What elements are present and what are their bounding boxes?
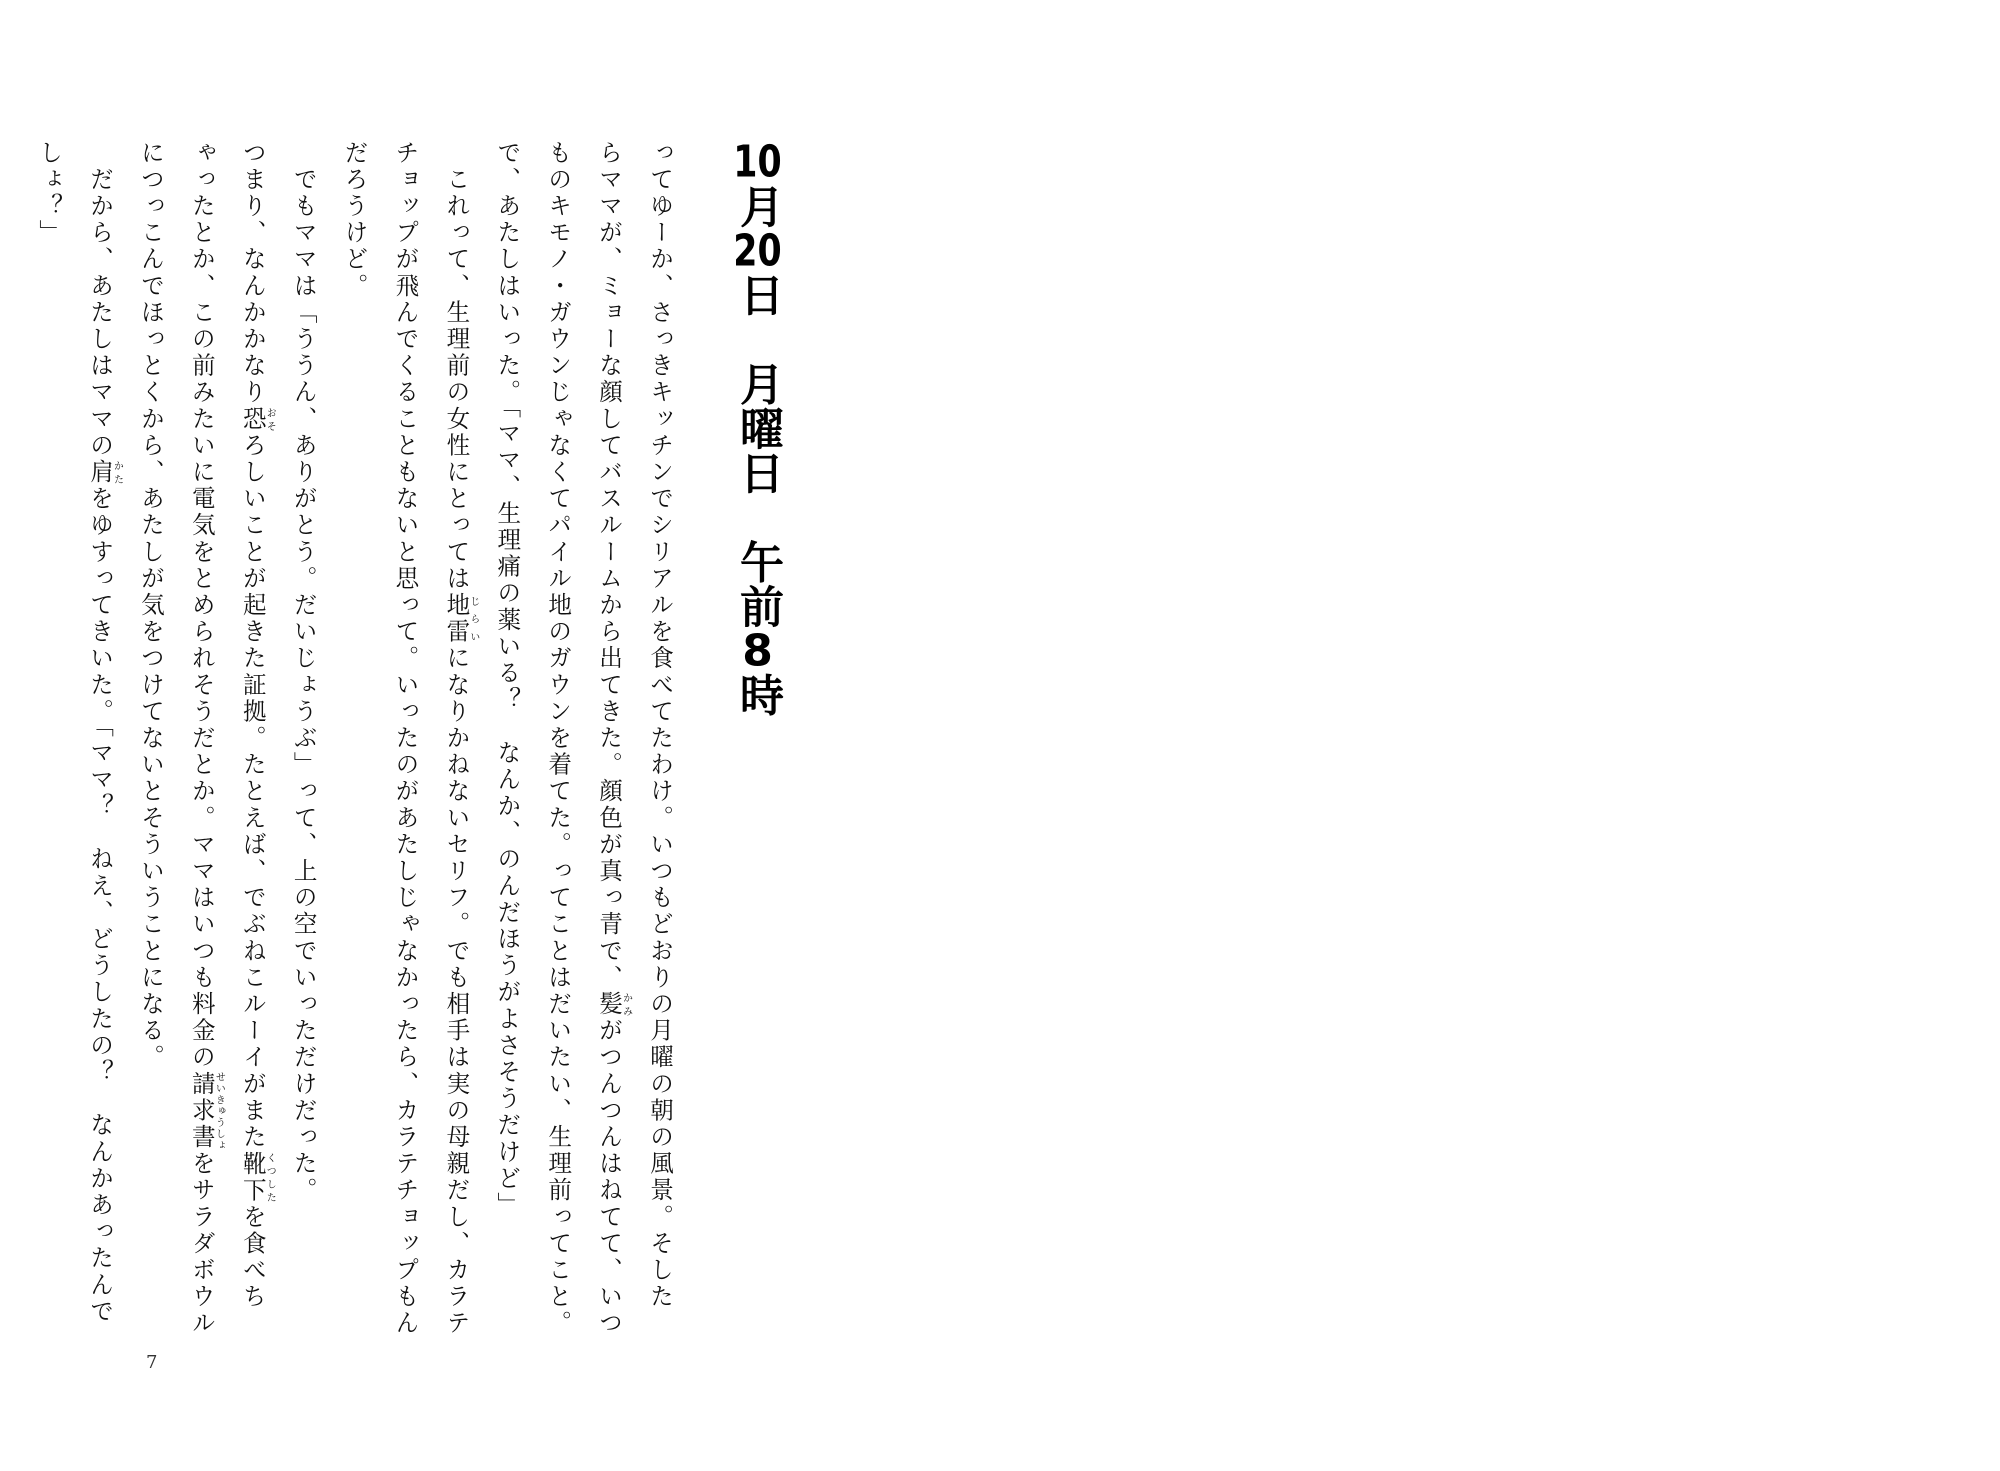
text-line: らママが、ミョーな顔してバスルームから出てきた。顔色が真っ青で、髪かみがつんつんはねてて、いつ [595,140,632,1338]
ruby-kata: 肩かた [86,459,123,486]
ruby-oso: 恐おそ [238,406,276,433]
heading-weekday: 月曜日 [732,361,783,495]
heading-month-number: 10 [733,140,782,184]
heading-day-char: 日 [732,272,783,317]
text-line: これって、生理前の女性にとっては地雷じらいになりかねないセリフ。でも相手は実の母親だし、カラテ [442,166,479,1338]
text-line: でもママは「ううん、ありがとう。だいじょうぶ」って、上の空でいっただけだった。 [289,166,318,1205]
heading-time-char: 時 [732,672,783,717]
text-line: ってゆーか、さっきキッチンでシリアルを食べてたわけ。いつもどおりの月曜の朝の風景。そした [646,140,674,1311]
text-line: で、あたしはいった。「ママ、生理痛の薬いる？ なんか、のんだほうがよさそうだけど」 [493,140,522,1219]
heading-day-number: 20 [733,228,782,273]
text-line: つまり、なんかかなり恐おそろしいことが起きた証拠。たとえば、でぶねこルーイがまた靴下くつしたを食べち [238,140,276,1311]
text-line: につっこんでほっとくから、あたしが気をつけてないとそういうことになる。 [136,140,165,1071]
heading-month-char: 月 [732,184,783,229]
ruby-seikyuusho: 請求書せいきゅうしょ [187,1071,225,1151]
text-line: ゃったとか、この前みたいに電気をとめられそうだとか。ママはいつも料金の請求書せいきゅうしょをサラダボウル [187,140,225,1338]
page-number: 7 [146,1352,158,1373]
ruby-jirai: 地雷じらい [442,592,479,646]
text-line: ものキモノ・ガウンじゃなくてパイル地のガウンを着てた。ってことはだいたい、生理前ってこと。 [544,140,573,1337]
heading-hour-number: 8 [742,628,773,673]
ruby-kami: 髪かみ [595,991,632,1018]
text-line: だろうけど。 [340,140,369,300]
chapter-heading [722,140,792,717]
text-line: だから、あたしはママの肩かたをゆすってきいた。「ママ？ ねえ、どうしたの？ なんかあったんで [86,166,123,1326]
text-line: チョップが飛んでくることもないと思って。いったのがあたしじゃなかったら、カラテチョップもん [391,140,420,1337]
body-text [35,140,685,1338]
heading-time-prefix: 午前 [732,539,783,629]
text-line: しょ？」 [35,140,64,247]
ruby-kutsushita: 靴下くつした [238,1150,276,1205]
